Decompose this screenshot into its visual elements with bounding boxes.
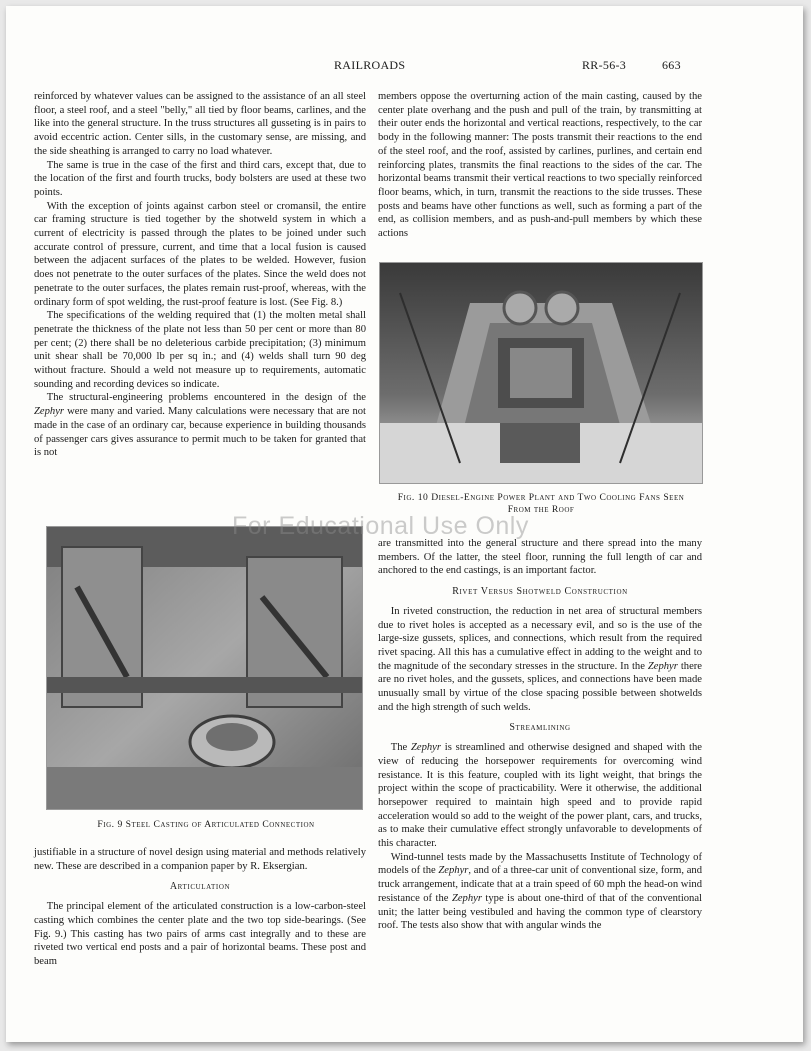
- paragraph: Wind-tunnel tests made by the Massachusetts Institute of Technology of models of the Zephyr, and of a three-car unit of conventional size, form, and truck arrangement, indicate that at a train speed of 60 mph the head-on wind resistance of the Zephyr type is about one-third of that of the conventional unit; the latter being vestibuled and having the common type of clearstory roof. The tests also show that with angular winds the: [378, 851, 703, 932]
- figure-9-photo: [46, 526, 363, 810]
- running-title: RAILROADS: [334, 58, 406, 72]
- figure-10-photo: [379, 262, 703, 484]
- section-heading-articulation: Articulation: [169, 881, 231, 893]
- emphasis: Zephyr: [410, 742, 441, 754]
- paper-code: RR-56-3: [582, 58, 627, 72]
- paragraph: The structural-engineering problems encountered in the design of the Zephyr were many and varied. Many calculations were necessary that are not made in the case of an ordinary car, because experience in building thousands of passenger cars gives assurance to permit much to be taken for granted that is not: [34, 392, 366, 459]
- paragraph: The same is true in the case of the first and third cars, except that, due to the location of the first and fourth trucks, body bolsters are used at these two points.: [34, 159, 366, 198]
- page-number: 663: [662, 58, 681, 72]
- paragraph: The principal element of the articulated construction is a low-carbon-steel casting which combines the center plate and the two top side-bearings. (See Fig. 9.) This casting has two pairs of arms cast integrally and to these are riveted two vertical end posts and a pair of horizontal beams. These post and beam: [34, 901, 366, 967]
- emphasis: Zephyr: [34, 406, 65, 418]
- watermark: For Educational Use Only: [232, 512, 529, 540]
- emphasis: Zephyr: [438, 865, 469, 877]
- page: [6, 6, 803, 1042]
- section-heading-rivet-vs-shotweld: Rivet Versus Shotweld Construction: [452, 586, 628, 598]
- column-left-bottom: [34, 846, 366, 969]
- column-left-top: [34, 90, 366, 460]
- paragraph: reinforced by whatever values can be assigned to the assistance of an all steel floor, a steel roof, and a steel "belly," all tied by floor beams, carlines, and the like into the general structure. In the truss structures all gusseting is in pairs to avoid eccentric action. Center sills, in the customary sense, are missing, and the side sheathing is arranged to carry no load whatever.: [34, 91, 366, 157]
- paragraph: In riveted construction, the reduction in net area of structural members due to rivet holes is accepted as a necessary evil, and so is the use of the large-size gussets, splices, and connections, which result from the required rivet spacing. All this has a cumulative effect in adding to the weight and to the magnitude of the secondary stresses in the structure. In the Zephyr there are no rivet holes, and the gussets, splices, and connections have been made unusually small by virtue of the close spacing possible between shotwelds and the high strength of such welds.: [378, 605, 702, 713]
- paragraph: members oppose the overturning action of the main casting, caused by the center plate overhang and the push and pull of the train, by transmitting at their outer ends the horizontal and vertical reactions, respectively, to the car body in the following manner: The posts transmit their reactions to the end of the steel roof, and the roof, assisted by carlines, purlines, and certain end reinforcing plates, transmits the final reactions to the sides of the car. The horizontal beams transmit their vertical reactions to two specially reinforced floor beams, which, in turn, transmit the reactions to the side trusses. These posts and beams have other functions as well, such as forming a part of the end, as collision members, and as push-and-pull members by which these actions: [378, 91, 702, 240]
- figure-10-caption: Fig. 10 Diesel-Engine Power Plant and Two Cooling Fans Seen From the Roof: [397, 492, 685, 515]
- paragraph: The Zephyr is streamlined and otherwise designed and shaped with the view of reducing the horsepower requirements for overcoming wind resistance. It is this feature, coupled with its light weight, that brings the project within the scope of practicability. Were it otherwise, the additional horsepower required to maintain high speed and to provide rapid acceleration would so add to the weight of the power plant, cars, and trucks, as to make their cumulative effect strongly unfavorable to developments of this character.: [378, 742, 703, 850]
- column-right-top: [378, 90, 702, 241]
- figure-9-caption: Fig. 9 Steel Casting of Articulated Connection: [97, 819, 315, 830]
- articulated-casting-photo: [47, 527, 362, 809]
- paragraph: The specifications of the welding required that (1) the molten metal shall penetrate the thickness of the plate not less than 50 per cent or more than 80 per cent; (2) there shall be no deleterious carbide precipitation; (3) minimum unit shear shall be 70,000 lb per sq in.; and (4) welds shall turn 90 deg without fracture. Should a weld not measure up to requirements, automatic sounding and recording devices so indicate.: [34, 310, 366, 390]
- emphasis: Zephyr: [647, 660, 678, 672]
- paragraph: are transmitted into the general structure and there spread into the many members. Of the latter, the steel floor, running the full length of car and anchored to the end castings, is an important factor.: [378, 538, 702, 577]
- paragraph: justifiable in a structure of novel design using material and methods relatively new. These are described in a companion paper by R. Eksergian.: [34, 847, 366, 872]
- paragraph: With the exception of joints against carbon steel or cromansil, the entire car framing structure is tied together by the shotweld system in which a current of electricity is passed through the plates to be joined under such accurate control of pressure, current, and time that a local fusion is caused between the adjacent surfaces of the plates to be welded. However, fusion does not penetrate to the outer surfaces of the plates. Since the weld does not penetrate to the outer surfaces, the plates remain rust-proof, whereas, with the ordinary form of spot welding, the rust-proof feature is lost. (See Fig. 8.): [34, 200, 366, 308]
- column-right-bottom: [378, 537, 702, 933]
- section-heading-streamlining: Streamlining: [509, 722, 571, 734]
- engine-room-photo: [380, 263, 702, 483]
- emphasis: Zephyr: [451, 892, 482, 904]
